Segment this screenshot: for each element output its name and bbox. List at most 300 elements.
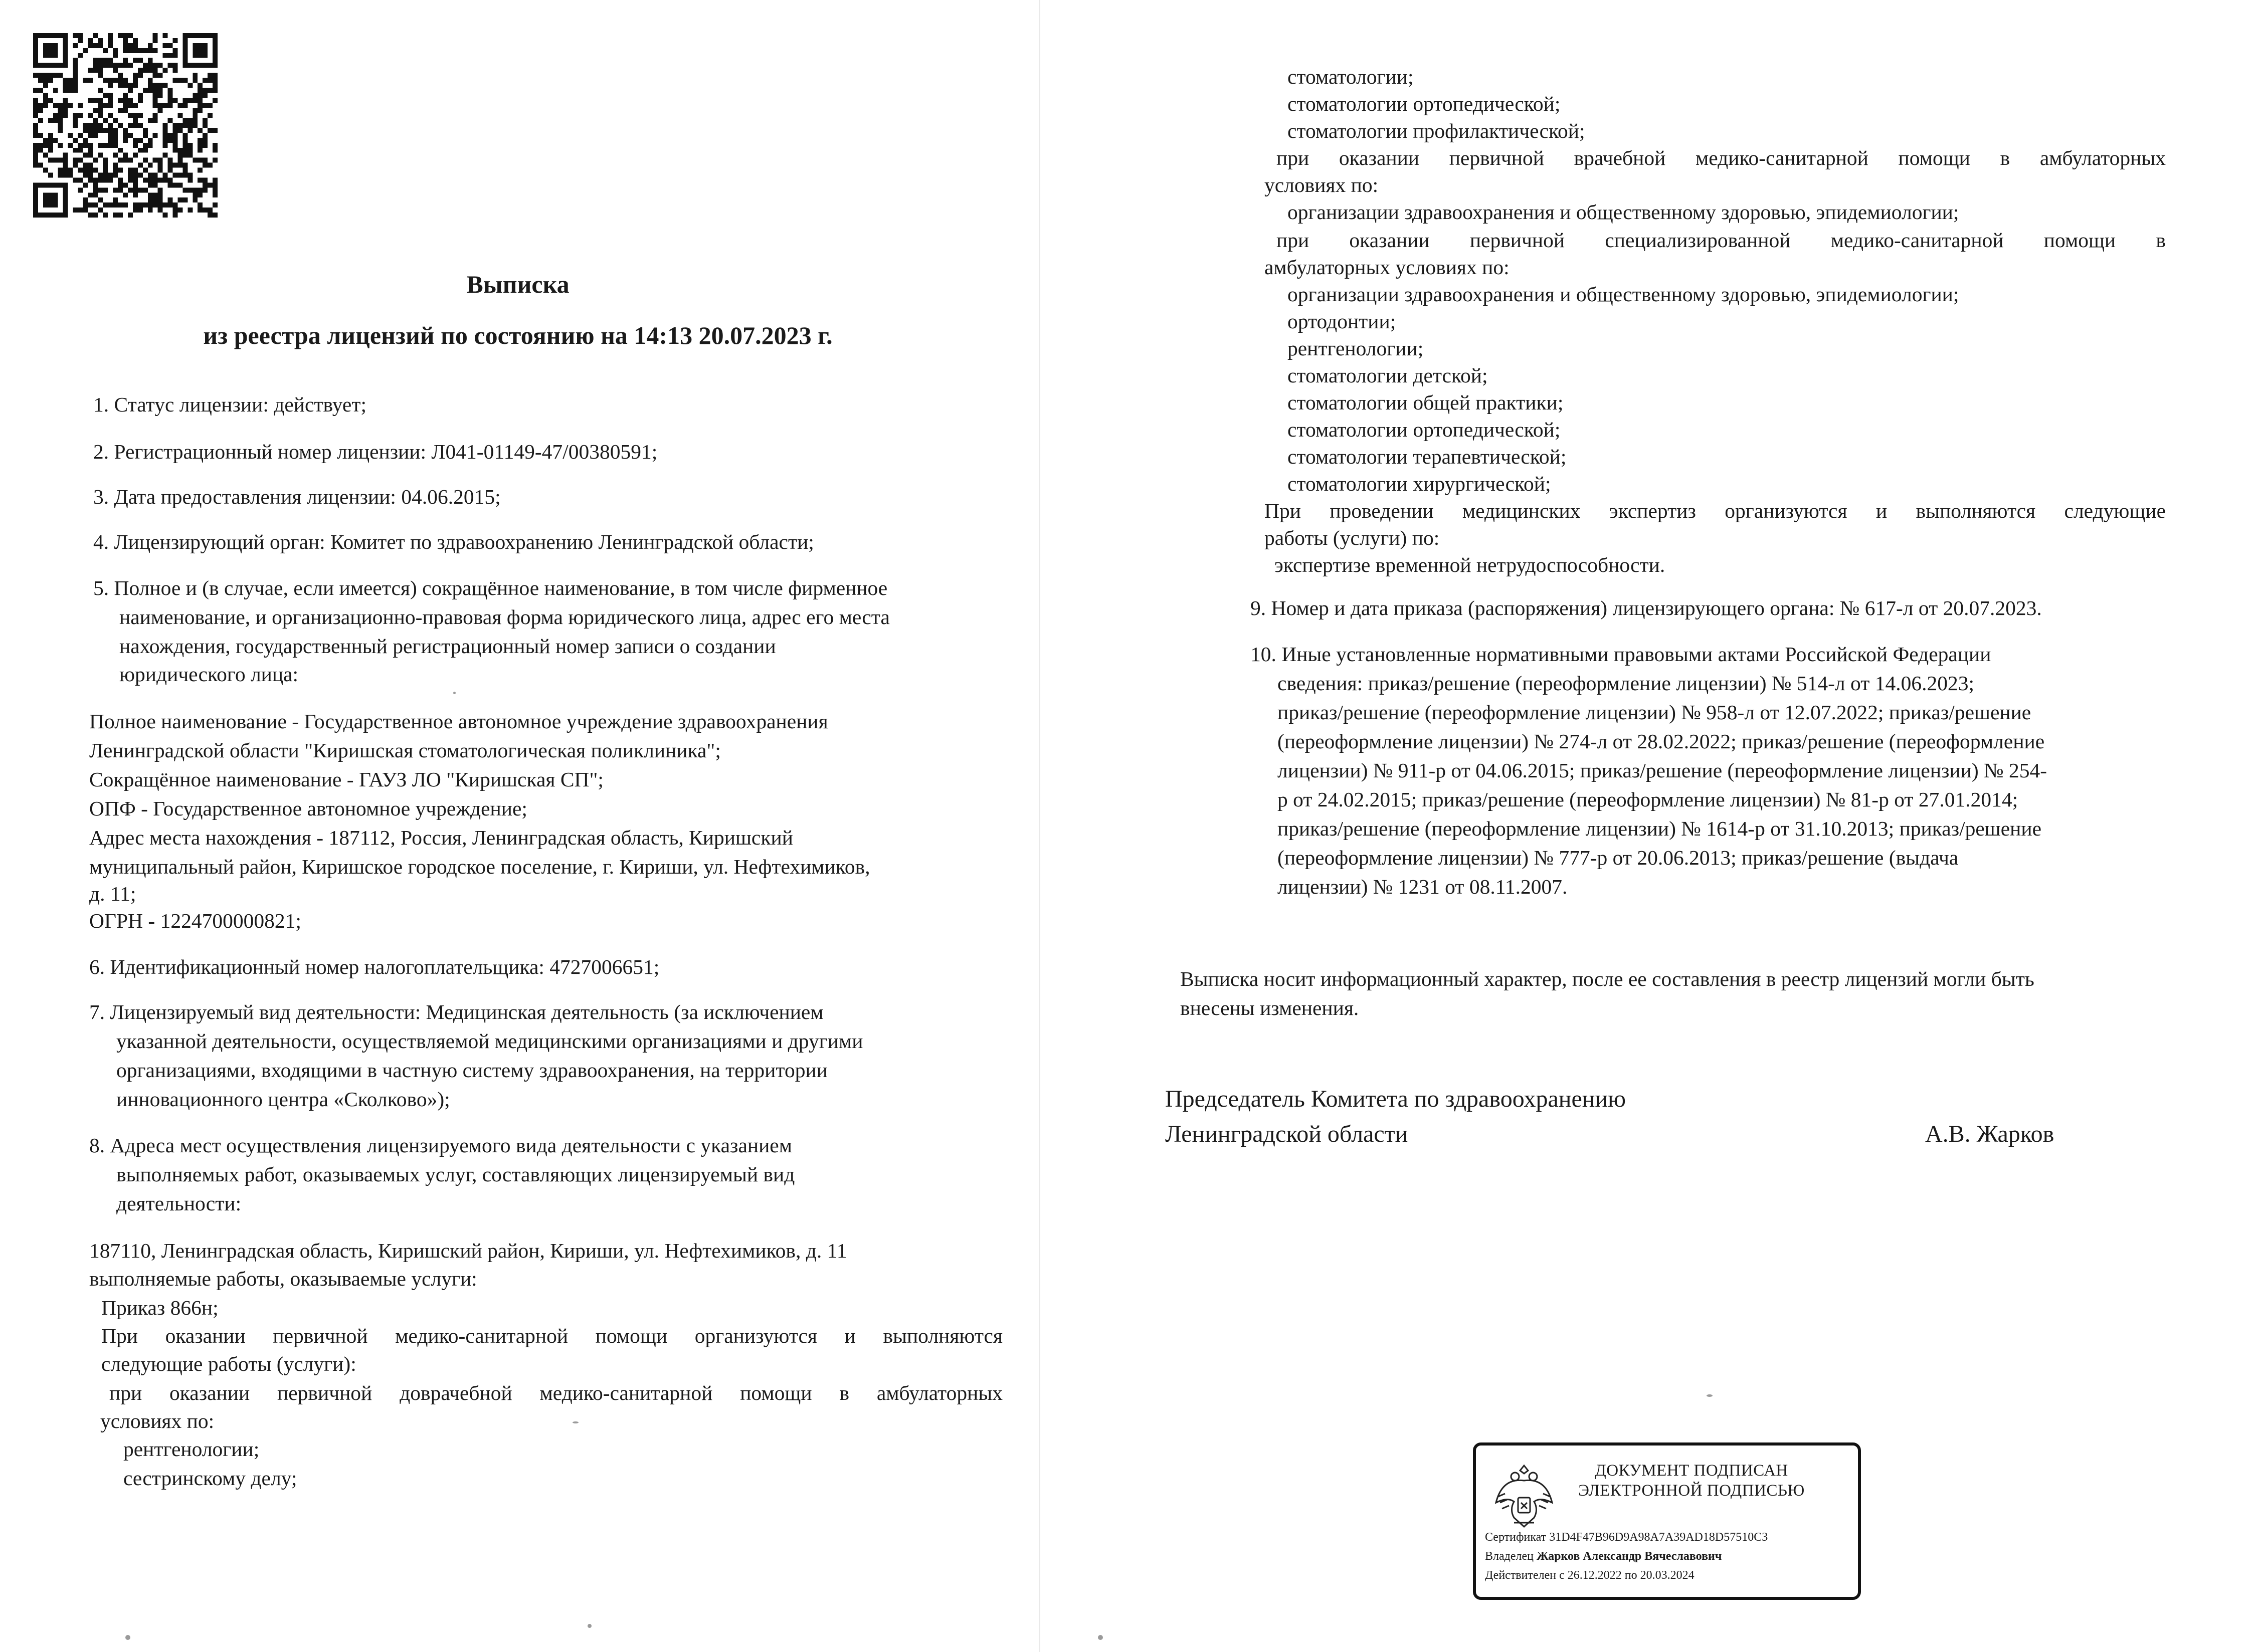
qr-module	[158, 197, 163, 202]
qr-module	[113, 48, 118, 53]
service-line: при оказании первичной доврачебной медико-санитарной помощи в амбулаторных	[109, 1381, 1003, 1404]
qr-module	[103, 103, 108, 108]
qr-module	[182, 133, 187, 138]
qr-module	[43, 63, 48, 68]
qr-module	[187, 153, 193, 158]
qr-module	[93, 63, 98, 68]
qr-module	[33, 113, 38, 118]
qr-module	[128, 43, 133, 48]
qr-module	[38, 88, 43, 93]
qr-module	[58, 128, 63, 133]
qr-module	[118, 202, 123, 208]
qr-module	[98, 153, 103, 158]
qr-module	[33, 103, 38, 108]
qr-module	[43, 98, 48, 103]
qr-module	[123, 93, 128, 98]
qr-module	[83, 208, 88, 213]
qr-module	[128, 158, 133, 163]
qr-module	[168, 197, 173, 202]
qr-module	[172, 182, 177, 187]
qr-module	[53, 63, 58, 68]
qr-module	[182, 148, 187, 153]
qr-module	[38, 182, 43, 187]
qr-module	[177, 123, 182, 128]
qr-module	[43, 43, 48, 48]
qr-module	[113, 197, 118, 202]
qr-module	[213, 182, 218, 187]
qr-module	[128, 113, 133, 118]
qr-module	[203, 182, 208, 187]
qr-module	[153, 38, 158, 43]
certificate-label: Сертификат	[1485, 1531, 1547, 1544]
qr-module	[213, 148, 218, 153]
qr-module	[118, 108, 123, 113]
qr-module	[113, 63, 118, 68]
qr-module	[63, 83, 68, 88]
qr-module	[53, 182, 58, 187]
qr-module	[63, 33, 68, 38]
qr-module	[48, 202, 53, 208]
qr-module	[168, 138, 173, 143]
qr-module	[163, 133, 168, 138]
qr-module	[38, 213, 43, 218]
qr-module	[163, 138, 168, 143]
qr-module	[113, 78, 118, 83]
qr-module	[58, 108, 63, 113]
qr-module	[63, 163, 68, 168]
qr-module	[48, 197, 53, 202]
qr-module	[33, 148, 38, 153]
qr-module	[163, 213, 168, 218]
qr-module	[182, 172, 187, 177]
qr-module	[133, 202, 138, 208]
qr-module	[158, 158, 163, 163]
item-10-line5: лицензии) № 911-р от 04.06.2015; приказ/решение (переоформление лицензии) № 254-	[1277, 759, 2047, 782]
item-8-line3: деятельности:	[116, 1192, 242, 1215]
qr-module	[172, 128, 177, 133]
qr-module	[113, 68, 118, 73]
qr-module	[177, 113, 182, 118]
qr-module	[193, 98, 198, 103]
qr-module	[187, 128, 193, 133]
qr-module	[193, 33, 198, 38]
qr-module	[198, 143, 203, 148]
qr-module	[163, 103, 168, 108]
qr-module	[73, 78, 78, 83]
qr-module	[33, 98, 38, 103]
qr-module	[213, 33, 218, 38]
qr-module	[172, 68, 177, 73]
stamp-title-line2: ЭЛЕКТРОННОЙ ПОДПИСЬЮ	[1578, 1482, 1805, 1500]
qr-module	[73, 88, 78, 93]
qr-module	[118, 63, 123, 68]
qr-module	[158, 63, 163, 68]
qr-module	[187, 123, 193, 128]
qr-module	[172, 48, 177, 53]
qr-module	[153, 158, 158, 163]
qr-module	[193, 43, 198, 48]
qr-module	[123, 158, 128, 163]
qr-module	[108, 33, 113, 38]
qr-module	[33, 187, 38, 192]
service-line: стоматологии общей практики;	[1287, 391, 1564, 414]
qr-module	[148, 172, 153, 177]
qr-module	[63, 48, 68, 53]
qr-module	[98, 187, 103, 192]
qr-module	[93, 128, 98, 133]
qr-module	[103, 58, 108, 63]
qr-module	[182, 153, 187, 158]
qr-module	[153, 172, 158, 177]
qr-module	[163, 172, 168, 177]
qr-module	[33, 123, 38, 128]
qr-module	[48, 118, 53, 123]
item-7-line3: организациями, входящими в частную систему здравоохранения, на территории	[116, 1059, 828, 1082]
qr-module	[33, 182, 38, 187]
qr-module	[63, 58, 68, 63]
qr-module	[168, 163, 173, 168]
qr-module	[78, 187, 83, 192]
qr-module	[213, 158, 218, 163]
qr-module	[138, 93, 143, 98]
qr-module	[73, 148, 78, 153]
qr-module	[198, 98, 203, 103]
qr-module	[108, 78, 113, 83]
qr-module	[172, 202, 177, 208]
qr-module	[123, 38, 128, 43]
qr-module	[133, 172, 138, 177]
qr-module	[33, 133, 38, 138]
qr-module	[38, 148, 43, 153]
qr-module	[138, 58, 143, 63]
service-line: при оказании первичной врачебной медико-санитарной помощи в амбулаторных	[1276, 146, 2166, 169]
qr-module	[198, 48, 203, 53]
qr-module	[203, 88, 208, 93]
qr-module	[123, 58, 128, 63]
owner-label: Владелец	[1485, 1550, 1534, 1563]
service-line: условиях по:	[100, 1409, 215, 1432]
qr-module	[168, 182, 173, 187]
stamp-certificate	[1485, 1531, 1768, 1544]
qr-module	[182, 98, 187, 103]
signatory-name: А.В. Жарков	[1925, 1121, 2054, 1147]
certificate-value: 31D4F47B96D9A98A7A39AD18D57510C3	[1549, 1531, 1768, 1544]
qr-module	[148, 177, 153, 182]
signatory-position-line2: Ленинградской области	[1165, 1121, 1408, 1147]
qr-module	[168, 103, 173, 108]
qr-module	[98, 38, 103, 43]
org-line3: Сокращённое наименование - ГАУЗ ЛО "Киришская СП";	[89, 768, 604, 791]
qr-module	[63, 158, 68, 163]
qr-module	[133, 73, 138, 78]
qr-module	[203, 158, 208, 163]
qr-module	[108, 172, 113, 177]
qr-module	[193, 63, 198, 68]
qr-module	[73, 118, 78, 123]
qr-module	[48, 63, 53, 68]
qr-module	[163, 53, 168, 58]
qr-module	[198, 53, 203, 58]
qr-module	[83, 128, 88, 133]
qr-module	[123, 153, 128, 158]
qr-module	[163, 143, 168, 148]
qr-module	[103, 118, 108, 123]
qr-module	[113, 202, 118, 208]
qr-module	[163, 177, 168, 182]
qr-module	[43, 78, 48, 83]
qr-module	[53, 48, 58, 53]
qr-module	[172, 53, 177, 58]
qr-module	[63, 108, 68, 113]
qr-module	[193, 118, 198, 123]
qr-module	[133, 177, 138, 182]
service-line: работы (услуги) по:	[1264, 526, 1440, 549]
qr-module	[103, 177, 108, 182]
qr-module	[38, 133, 43, 138]
service-line: стоматологии ортопедической;	[1287, 92, 1561, 115]
qr-module	[83, 153, 88, 158]
qr-module	[58, 213, 63, 218]
qr-module	[38, 73, 43, 78]
qr-module	[172, 148, 177, 153]
qr-module	[93, 33, 98, 38]
qr-module	[193, 113, 198, 118]
qr-module	[203, 133, 208, 138]
qr-module	[213, 58, 218, 63]
qr-module	[182, 43, 187, 48]
qr-module	[48, 48, 53, 53]
qr-module	[198, 177, 203, 182]
qr-module	[148, 78, 153, 83]
qr-module	[168, 43, 173, 48]
qr-module	[213, 53, 218, 58]
qr-module	[63, 153, 68, 158]
qr-module	[177, 148, 182, 153]
qr-module	[203, 163, 208, 168]
qr-module	[93, 213, 98, 218]
qr-module	[73, 113, 78, 118]
qr-module	[103, 93, 108, 98]
qr-module	[133, 43, 138, 48]
item-10-line6: р от 24.02.2015; приказ/решение (переоформление лицензии) № 81-р от 27.01.2014;	[1277, 788, 2018, 811]
qr-module	[43, 213, 48, 218]
qr-module	[48, 213, 53, 218]
qr-module	[73, 177, 78, 182]
scan-speck	[453, 692, 456, 694]
qr-module	[43, 197, 48, 202]
qr-module	[83, 138, 88, 143]
qr-module	[153, 83, 158, 88]
qr-module	[128, 213, 133, 218]
qr-module	[148, 118, 153, 123]
qr-module	[213, 88, 218, 93]
qr-module	[53, 103, 58, 108]
qr-module	[88, 168, 93, 173]
org-line5: Адрес места нахождения - 187112, Россия, Ленинградская область, Киришский	[89, 826, 793, 849]
qr-module	[123, 83, 128, 88]
qr-module	[68, 133, 73, 138]
qr-module	[93, 182, 98, 187]
qr-module	[148, 182, 153, 187]
qr-module	[43, 192, 48, 197]
document-subtitle: из реестра лицензий по состоянию на 14:13 20.07.2023 г.	[203, 321, 833, 349]
qr-module	[203, 53, 208, 58]
qr-module	[118, 123, 123, 128]
qr-module	[48, 192, 53, 197]
service-line: организации здравоохранения и общественному здоровью, эпидемиологии;	[1287, 283, 1959, 306]
qr-module	[78, 33, 83, 38]
qr-module	[198, 192, 203, 197]
qr-module	[123, 33, 128, 38]
qr-module	[148, 208, 153, 213]
service-line: сестринскому делу;	[123, 1467, 297, 1490]
qr-module	[108, 143, 113, 148]
qr-module	[172, 123, 177, 128]
qr-module	[33, 163, 38, 168]
qr-module	[63, 197, 68, 202]
qr-module	[163, 202, 168, 208]
qr-module	[133, 208, 138, 213]
qr-module	[33, 128, 38, 133]
qr-module	[48, 182, 53, 187]
service-line: амбулаторных условиях по:	[1264, 256, 1510, 279]
qr-module	[53, 197, 58, 202]
qr-module	[172, 208, 177, 213]
qr-module	[163, 43, 168, 48]
qr-module	[68, 168, 73, 173]
qr-module	[98, 103, 103, 108]
qr-module	[58, 123, 63, 128]
qr-module	[158, 202, 163, 208]
qr-module	[123, 182, 128, 187]
qr-module	[88, 143, 93, 148]
qr-module	[113, 133, 118, 138]
qr-module	[33, 73, 38, 78]
scan-speck	[1707, 1394, 1713, 1397]
qr-module	[98, 113, 103, 118]
qr-module	[203, 177, 208, 182]
scan-speck	[588, 1624, 592, 1628]
qr-module	[123, 128, 128, 133]
qr-module	[143, 158, 148, 163]
qr-module	[98, 172, 103, 177]
qr-module	[182, 168, 187, 173]
qr-module	[63, 202, 68, 208]
qr-module	[113, 163, 118, 168]
qr-module	[48, 33, 53, 38]
qr-module	[118, 78, 123, 83]
scan-speck	[573, 1421, 579, 1423]
qr-module	[187, 177, 193, 182]
qr-module	[158, 93, 163, 98]
qr-module	[148, 58, 153, 63]
qr-module	[208, 63, 213, 68]
qr-module	[88, 78, 93, 83]
service-line: При проведении медицинских экспертиз организуются и выполняются следующие	[1264, 499, 2166, 522]
qr-module	[118, 98, 123, 103]
qr-module	[93, 133, 98, 138]
qr-module	[78, 208, 83, 213]
qr-module	[58, 103, 63, 108]
qr-module	[133, 83, 138, 88]
qr-module	[123, 108, 128, 113]
qr-module	[177, 78, 182, 83]
qr-module	[53, 158, 58, 163]
qr-module	[182, 53, 187, 58]
qr-module	[138, 202, 143, 208]
qr-module	[33, 63, 38, 68]
qr-module	[38, 118, 43, 123]
qr-module	[193, 123, 198, 128]
qr-module	[172, 163, 177, 168]
qr-module	[43, 138, 48, 143]
qr-module	[153, 197, 158, 202]
qr-module	[103, 163, 108, 168]
qr-module	[187, 33, 193, 38]
qr-module	[63, 208, 68, 213]
qr-module	[108, 58, 113, 63]
qr-module	[128, 177, 133, 182]
qr-module	[73, 63, 78, 68]
qr-module	[43, 168, 48, 173]
qr-module	[193, 78, 198, 83]
qr-module	[78, 113, 83, 118]
qr-module	[187, 172, 193, 177]
qr-module	[187, 63, 193, 68]
item-5-line3: нахождения, государственный регистрационный номер записи о создании	[119, 635, 776, 658]
qr-module	[63, 168, 68, 173]
qr-module	[98, 58, 103, 63]
qr-module	[38, 33, 43, 38]
qr-module	[73, 83, 78, 88]
item-10-line9: лицензии) № 1231 от 08.11.2007.	[1277, 875, 1568, 898]
qr-module	[213, 202, 218, 208]
qr-module	[138, 113, 143, 118]
item-10-line7: приказ/решение (переоформление лицензии) № 1614-р от 31.10.2013; приказ/решение	[1277, 817, 2042, 840]
qr-module	[213, 143, 218, 148]
qr-module	[193, 93, 198, 98]
qr-module	[143, 128, 148, 133]
qr-module	[182, 63, 187, 68]
service-line: рентгенологии;	[123, 1437, 260, 1461]
qr-module	[168, 133, 173, 138]
qr-module	[133, 123, 138, 128]
qr-module	[203, 48, 208, 53]
qr-module	[78, 143, 83, 148]
qr-module	[158, 83, 163, 88]
qr-module	[93, 177, 98, 182]
qr-module	[177, 158, 182, 163]
qr-module	[128, 48, 133, 53]
qr-module	[108, 98, 113, 103]
qr-module	[123, 43, 128, 48]
qr-module	[128, 168, 133, 173]
qr-module	[193, 158, 198, 163]
qr-module	[113, 213, 118, 218]
qr-module	[153, 88, 158, 93]
org-line1: Полное наименование - Государственное автономное учреждение здравоохранения	[89, 710, 828, 733]
qr-module	[58, 143, 63, 148]
qr-module	[168, 118, 173, 123]
qr-module	[93, 58, 98, 63]
qr-module	[58, 172, 63, 177]
qr-module	[73, 123, 78, 128]
qr-module	[198, 33, 203, 38]
qr-module	[63, 78, 68, 83]
qr-module	[123, 63, 128, 68]
item-10-line1: 10. Иные установленные нормативными правовыми актами Российской Федерации	[1250, 643, 1991, 666]
qr-module	[73, 43, 78, 48]
